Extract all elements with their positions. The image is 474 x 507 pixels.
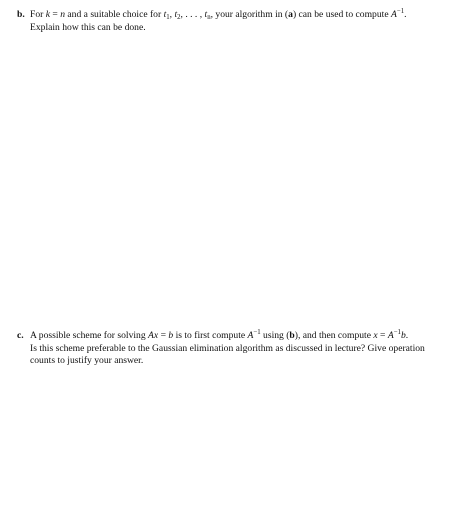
text-run: = <box>50 9 61 20</box>
text-run: For <box>30 9 46 20</box>
problem-b-line-1-text <box>30 9 407 20</box>
text-run: b <box>400 330 406 341</box>
text-run: is to first compute <box>173 330 248 341</box>
text-run: using ( <box>260 330 290 341</box>
text-run: n <box>60 9 66 20</box>
text-run: , . . . , <box>180 9 205 20</box>
text-run: 2 <box>177 14 181 21</box>
text-run: counts to justify your answer. <box>30 355 144 367</box>
problem-b-label: b. <box>17 9 25 20</box>
text-run: x <box>373 330 378 341</box>
problem-b <box>17 9 469 34</box>
text-run: = <box>158 330 169 341</box>
text-run: A possible scheme for solving <box>30 330 149 341</box>
text-run: . <box>404 9 407 20</box>
text-run: , <box>169 9 175 20</box>
problem-c-line-3 <box>17 355 469 368</box>
text-run: Ax <box>148 330 159 341</box>
text-run: b <box>168 330 174 341</box>
problem-c-line-1-text <box>30 330 408 341</box>
text-run: t <box>174 9 178 20</box>
text-run: , your algorithm in ( <box>210 9 289 20</box>
text-run: b <box>289 330 295 341</box>
problem-c-line-1 <box>17 330 469 343</box>
problem-c-line-2 <box>17 343 469 356</box>
text-run: t <box>163 9 167 20</box>
text-run: k <box>45 9 50 20</box>
text-run: ) can be used to compute <box>292 9 391 20</box>
text-run: and a suitable choice for <box>65 9 164 20</box>
text-run: . <box>405 330 409 341</box>
text-run: a <box>288 9 293 20</box>
problem-c-label: c. <box>17 330 24 341</box>
text-run: −1 <box>253 329 261 336</box>
text-run: A <box>390 9 397 20</box>
text-run: = <box>377 330 388 341</box>
text-run: Explain how this can be done. <box>30 21 146 33</box>
text-run: ), and then compute <box>294 330 374 341</box>
text-run: −1 <box>396 8 405 15</box>
problem-b-line-2 <box>17 22 469 35</box>
text-run: t <box>204 9 208 20</box>
text-run: A <box>247 330 254 341</box>
text-run: 1 <box>166 14 170 21</box>
text-run: −1 <box>393 329 401 336</box>
problem-b-line-1 <box>17 9 469 22</box>
text-run: A <box>387 330 394 341</box>
text-run: n <box>207 14 211 21</box>
text-run: Is this scheme preferable to the Gaussian elimination algorithm as discussed in lecture? Give operation <box>30 342 425 354</box>
problem-c <box>17 330 469 368</box>
